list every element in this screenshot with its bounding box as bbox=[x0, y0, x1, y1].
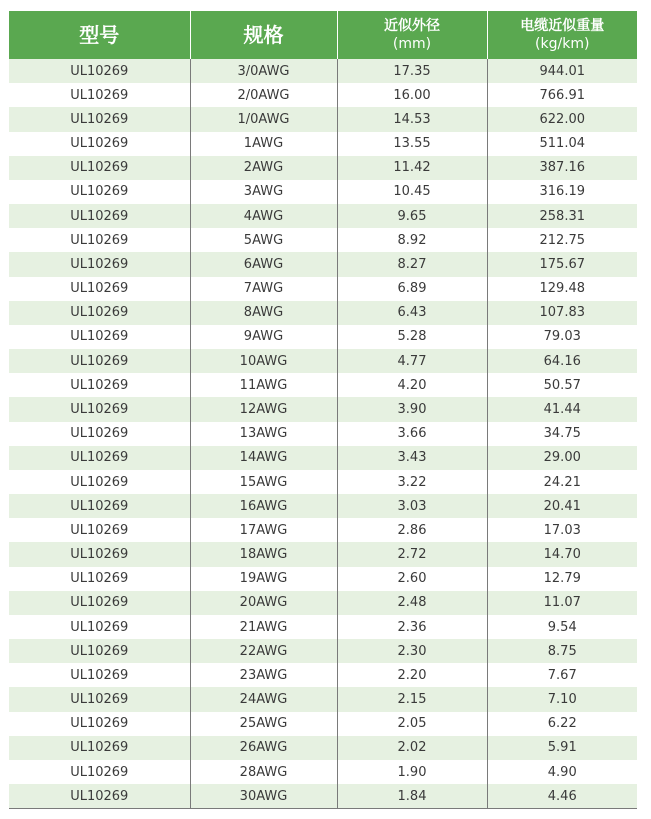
cell-model: UL10269 bbox=[9, 156, 190, 180]
cell-weight: 7.10 bbox=[487, 687, 637, 711]
table-row bbox=[9, 349, 637, 373]
cell-diameter: 4.20 bbox=[337, 373, 487, 397]
cell-model: UL10269 bbox=[9, 518, 190, 542]
table-row bbox=[9, 760, 637, 784]
cell-diameter: 17.35 bbox=[337, 59, 487, 83]
cell-model: UL10269 bbox=[9, 349, 190, 373]
cell-diameter: 16.00 bbox=[337, 83, 487, 107]
cell-diameter: 2.15 bbox=[337, 687, 487, 711]
cell-weight: 50.57 bbox=[487, 373, 637, 397]
table-row bbox=[9, 107, 637, 131]
cell-weight: 11.07 bbox=[487, 591, 637, 615]
cell-weight: 212.75 bbox=[487, 228, 637, 252]
table-body bbox=[9, 59, 637, 809]
cell-diameter: 2.30 bbox=[337, 639, 487, 663]
cell-diameter: 2.72 bbox=[337, 542, 487, 566]
cell-model: UL10269 bbox=[9, 83, 190, 107]
cell-spec: 3/0AWG bbox=[190, 59, 337, 83]
cell-diameter: 3.22 bbox=[337, 470, 487, 494]
header-diameter bbox=[337, 11, 487, 59]
cell-spec: 17AWG bbox=[190, 518, 337, 542]
cell-weight: 8.75 bbox=[487, 639, 637, 663]
header-model: 型号 bbox=[9, 11, 190, 59]
table-row bbox=[9, 518, 637, 542]
cell-diameter: 13.55 bbox=[337, 132, 487, 156]
cell-weight: 4.90 bbox=[487, 760, 637, 784]
cell-spec: 8AWG bbox=[190, 301, 337, 325]
table-row bbox=[9, 277, 637, 301]
table-row bbox=[9, 301, 637, 325]
cell-weight: 4.46 bbox=[487, 784, 637, 809]
cell-weight: 29.00 bbox=[487, 446, 637, 470]
cell-model: UL10269 bbox=[9, 373, 190, 397]
table-row bbox=[9, 156, 637, 180]
cell-weight: 17.03 bbox=[487, 518, 637, 542]
spec-table bbox=[9, 11, 637, 809]
cell-diameter: 11.42 bbox=[337, 156, 487, 180]
header-spec: 规格 bbox=[190, 11, 337, 59]
table-row bbox=[9, 615, 637, 639]
cell-diameter: 14.53 bbox=[337, 107, 487, 131]
cell-spec: 1AWG bbox=[190, 132, 337, 156]
cell-spec: 2/0AWG bbox=[190, 83, 337, 107]
cell-weight: 5.91 bbox=[487, 736, 637, 760]
cell-weight: 622.00 bbox=[487, 107, 637, 131]
cell-spec: 9AWG bbox=[190, 325, 337, 349]
table-row bbox=[9, 132, 637, 156]
cell-spec: 3AWG bbox=[190, 180, 337, 204]
cell-spec: 21AWG bbox=[190, 615, 337, 639]
cell-diameter: 2.60 bbox=[337, 567, 487, 591]
cell-weight: 766.91 bbox=[487, 83, 637, 107]
cell-spec: 28AWG bbox=[190, 760, 337, 784]
cell-model: UL10269 bbox=[9, 59, 190, 83]
cell-diameter: 8.92 bbox=[337, 228, 487, 252]
cell-diameter: 8.27 bbox=[337, 252, 487, 276]
cell-model: UL10269 bbox=[9, 639, 190, 663]
table-row bbox=[9, 736, 637, 760]
header-weight bbox=[487, 11, 637, 59]
cell-spec: 18AWG bbox=[190, 542, 337, 566]
cell-model: UL10269 bbox=[9, 132, 190, 156]
cell-spec: 12AWG bbox=[190, 397, 337, 421]
header-weight-label: 电缆近似重量 bbox=[520, 18, 605, 34]
cell-spec: 11AWG bbox=[190, 373, 337, 397]
table-row bbox=[9, 373, 637, 397]
cell-model: UL10269 bbox=[9, 567, 190, 591]
table-row bbox=[9, 180, 637, 204]
cell-model: UL10269 bbox=[9, 204, 190, 228]
cell-diameter: 2.02 bbox=[337, 736, 487, 760]
cell-weight: 316.19 bbox=[487, 180, 637, 204]
table-row bbox=[9, 542, 637, 566]
cell-diameter: 1.90 bbox=[337, 760, 487, 784]
cell-diameter: 2.36 bbox=[337, 615, 487, 639]
header-diameter-unit: (mm) bbox=[392, 36, 432, 52]
cell-model: UL10269 bbox=[9, 252, 190, 276]
cell-weight: 175.67 bbox=[487, 252, 637, 276]
cell-spec: 24AWG bbox=[190, 687, 337, 711]
cell-diameter: 4.77 bbox=[337, 349, 487, 373]
cell-spec: 26AWG bbox=[190, 736, 337, 760]
cell-diameter: 3.43 bbox=[337, 446, 487, 470]
cell-diameter: 6.43 bbox=[337, 301, 487, 325]
cell-spec: 5AWG bbox=[190, 228, 337, 252]
cell-weight: 24.21 bbox=[487, 470, 637, 494]
table-row bbox=[9, 663, 637, 687]
cell-weight: 107.83 bbox=[487, 301, 637, 325]
cell-model: UL10269 bbox=[9, 228, 190, 252]
cell-spec: 16AWG bbox=[190, 494, 337, 518]
cell-weight: 9.54 bbox=[487, 615, 637, 639]
cell-model: UL10269 bbox=[9, 736, 190, 760]
cell-diameter: 3.66 bbox=[337, 422, 487, 446]
cell-weight: 6.22 bbox=[487, 712, 637, 736]
cell-spec: 2AWG bbox=[190, 156, 337, 180]
cell-model: UL10269 bbox=[9, 542, 190, 566]
cell-spec: 1/0AWG bbox=[190, 107, 337, 131]
cell-model: UL10269 bbox=[9, 712, 190, 736]
table-row bbox=[9, 639, 637, 663]
header-diameter-label: 近似外径 bbox=[384, 18, 440, 34]
cell-weight: 7.67 bbox=[487, 663, 637, 687]
table-row bbox=[9, 470, 637, 494]
table-row bbox=[9, 494, 637, 518]
cell-model: UL10269 bbox=[9, 180, 190, 204]
cell-spec: 23AWG bbox=[190, 663, 337, 687]
cell-spec: 15AWG bbox=[190, 470, 337, 494]
table-row bbox=[9, 397, 637, 421]
cell-spec: 20AWG bbox=[190, 591, 337, 615]
cell-weight: 258.31 bbox=[487, 204, 637, 228]
cell-spec: 22AWG bbox=[190, 639, 337, 663]
cell-model: UL10269 bbox=[9, 397, 190, 421]
cell-model: UL10269 bbox=[9, 494, 190, 518]
cell-weight: 944.01 bbox=[487, 59, 637, 83]
cell-model: UL10269 bbox=[9, 301, 190, 325]
cell-diameter: 3.03 bbox=[337, 494, 487, 518]
table-row bbox=[9, 567, 637, 591]
cell-weight: 14.70 bbox=[487, 542, 637, 566]
cell-spec: 19AWG bbox=[190, 567, 337, 591]
cell-model: UL10269 bbox=[9, 277, 190, 301]
cell-model: UL10269 bbox=[9, 325, 190, 349]
cell-weight: 41.44 bbox=[487, 397, 637, 421]
cell-spec: 4AWG bbox=[190, 204, 337, 228]
cell-weight: 64.16 bbox=[487, 349, 637, 373]
cell-weight: 129.48 bbox=[487, 277, 637, 301]
cell-diameter: 1.84 bbox=[337, 784, 487, 809]
header-row bbox=[9, 11, 637, 59]
cell-diameter: 2.86 bbox=[337, 518, 487, 542]
cell-spec: 10AWG bbox=[190, 349, 337, 373]
cell-model: UL10269 bbox=[9, 470, 190, 494]
cable-spec-table bbox=[9, 11, 637, 809]
cell-spec: 14AWG bbox=[190, 446, 337, 470]
cell-model: UL10269 bbox=[9, 446, 190, 470]
table-row bbox=[9, 252, 637, 276]
cell-model: UL10269 bbox=[9, 615, 190, 639]
cell-weight: 20.41 bbox=[487, 494, 637, 518]
table-row bbox=[9, 228, 637, 252]
cell-model: UL10269 bbox=[9, 687, 190, 711]
table-row bbox=[9, 784, 637, 809]
cell-model: UL10269 bbox=[9, 422, 190, 446]
cell-diameter: 6.89 bbox=[337, 277, 487, 301]
table-row bbox=[9, 446, 637, 470]
table-row bbox=[9, 422, 637, 446]
cell-model: UL10269 bbox=[9, 663, 190, 687]
table-row bbox=[9, 204, 637, 228]
cell-spec: 13AWG bbox=[190, 422, 337, 446]
header-weight-unit: (kg/km) bbox=[535, 36, 590, 52]
cell-weight: 511.04 bbox=[487, 132, 637, 156]
table-row bbox=[9, 712, 637, 736]
cell-diameter: 2.20 bbox=[337, 663, 487, 687]
cell-model: UL10269 bbox=[9, 784, 190, 809]
cell-weight: 34.75 bbox=[487, 422, 637, 446]
table-row bbox=[9, 83, 637, 107]
cell-model: UL10269 bbox=[9, 760, 190, 784]
cell-diameter: 10.45 bbox=[337, 180, 487, 204]
cell-spec: 30AWG bbox=[190, 784, 337, 809]
cell-model: UL10269 bbox=[9, 591, 190, 615]
cell-spec: 25AWG bbox=[190, 712, 337, 736]
cell-diameter: 5.28 bbox=[337, 325, 487, 349]
cell-diameter: 2.48 bbox=[337, 591, 487, 615]
cell-model: UL10269 bbox=[9, 107, 190, 131]
cell-diameter: 2.05 bbox=[337, 712, 487, 736]
table-header bbox=[9, 11, 637, 59]
table-row bbox=[9, 687, 637, 711]
cell-diameter: 9.65 bbox=[337, 204, 487, 228]
cell-spec: 6AWG bbox=[190, 252, 337, 276]
cell-diameter: 3.90 bbox=[337, 397, 487, 421]
cell-weight: 12.79 bbox=[487, 567, 637, 591]
table-row bbox=[9, 59, 637, 83]
table-row bbox=[9, 591, 637, 615]
table-row bbox=[9, 325, 637, 349]
cell-spec: 7AWG bbox=[190, 277, 337, 301]
cell-weight: 387.16 bbox=[487, 156, 637, 180]
cell-weight: 79.03 bbox=[487, 325, 637, 349]
